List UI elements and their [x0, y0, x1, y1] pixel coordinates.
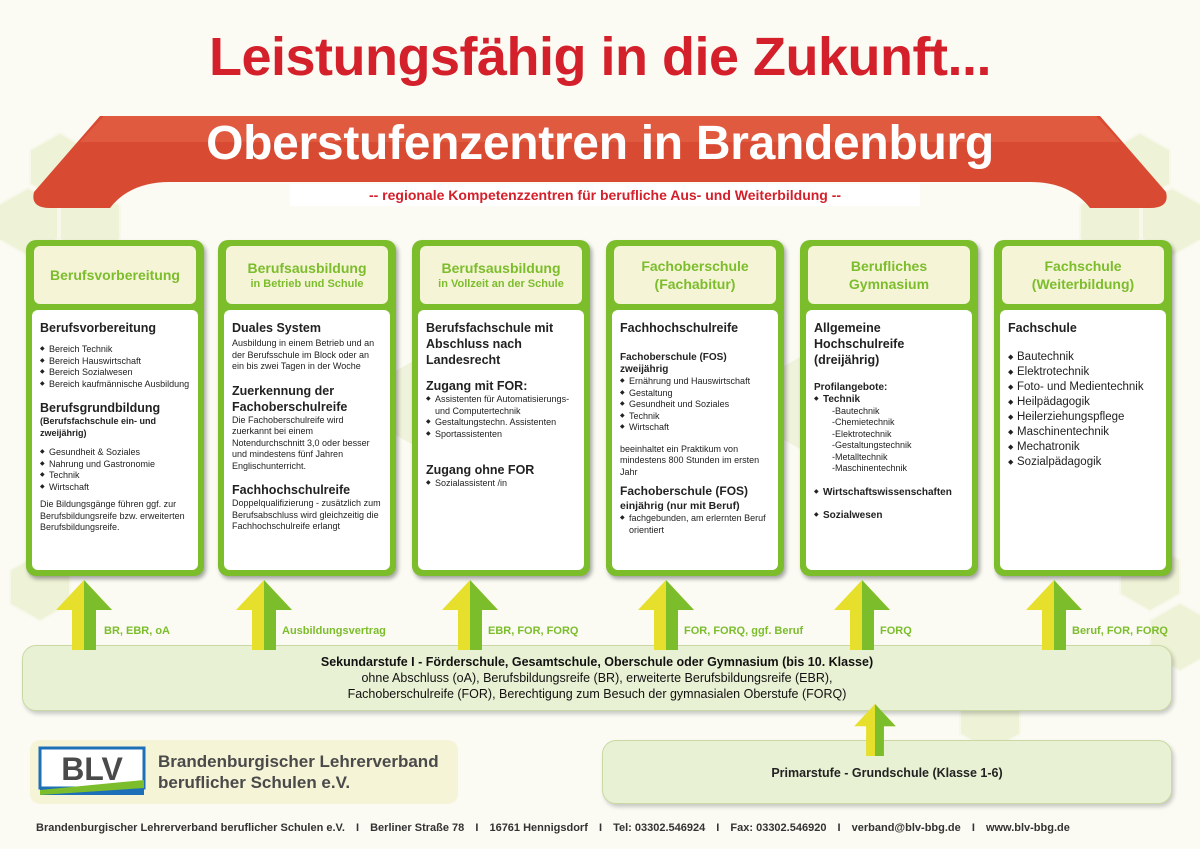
card-header-title: Berufliches: [850, 258, 928, 274]
card-body: [806, 310, 972, 570]
card-header-subtitle: (Fachabitur): [654, 276, 736, 292]
card-list: [620, 513, 770, 536]
footer-web-link[interactable]: www.blv-bbg.de: [985, 822, 1070, 834]
footer-separator: I: [716, 822, 720, 834]
sub-item: -Gestaltungstechnik: [832, 440, 912, 450]
card-section-title: Zugang ohne FOR: [426, 463, 535, 477]
card-list: [1008, 350, 1158, 470]
up-arrow-icon: [638, 580, 694, 650]
sub-item: -Chemietechnik: [832, 417, 895, 427]
footer-email-link[interactable]: verband@blv-bbg.de: [851, 822, 961, 834]
card-section-title: Fachschule: [1008, 321, 1077, 335]
list-item: ◆ Mechatronik: [1008, 440, 1158, 455]
banner-title: Oberstufenzentren in Brandenburg: [206, 117, 994, 170]
list-item: ◆ Nahrung und Gastronomie: [40, 459, 190, 471]
card-header-title: Berufsausbildung: [247, 259, 367, 276]
list-item: ◆ Heilerziehungspflege: [1008, 410, 1158, 425]
card-header: [614, 246, 776, 304]
card-list: [814, 487, 964, 499]
organization-name-line: beruflicher Schulen e.V.: [158, 773, 351, 792]
list-item: ◆ Sportassistenten: [426, 429, 576, 441]
list-item: ◆ Wirtschaft: [40, 482, 190, 494]
card-list: [814, 510, 964, 522]
blv-logo-box: [30, 740, 458, 804]
sekundarstufe-line: Fachoberschulreife (FOR), Berechtigung zum Besuch der gymnasialen Oberstufe (FORQ): [347, 687, 847, 701]
card-list: [40, 447, 190, 493]
list-item: ◆ Bereich Sozialwesen: [40, 367, 190, 379]
footer-separator: I: [837, 822, 841, 834]
card-fachschule: [994, 240, 1172, 576]
card-section-title: Zuerkennung der Fachoberschulreife: [232, 383, 348, 414]
sub-item: -Elektrotechnik: [832, 428, 892, 439]
footer-city: 16761 Hennigsdorf: [489, 822, 588, 834]
arrow-label: Beruf, FOR, FORQ: [1072, 625, 1168, 637]
card-header: [34, 246, 196, 304]
card-header-subtitle: Gymnasium: [848, 276, 930, 292]
list-item: ◆ Sozialpädagogik: [1008, 455, 1158, 470]
card-body: [224, 310, 390, 570]
banner-subtitle: -- regionale Kompetenzzentren für berufliche Aus- und Weiterbildung --: [290, 184, 920, 206]
list-item: ◆ Ernährung und Hauswirtschaft: [620, 376, 770, 388]
list-item: ◆ Bereich Hauswirtschaft: [40, 356, 190, 368]
list-item: ◆ Assistenten für Automatisierungs- und Computertechnik: [426, 394, 576, 417]
card-body: [418, 310, 584, 570]
footer: [36, 822, 1176, 834]
up-arrow-icon: [56, 580, 112, 650]
card-section-title: Duales System: [232, 321, 321, 335]
card-body: [612, 310, 778, 570]
card-header-subtitle: in Vollzeit an der Schule: [438, 277, 564, 290]
list-item: ◆ Elektrotechnik: [1008, 365, 1158, 380]
organization-name: [158, 751, 439, 793]
card-section-title: Fachhochschulreife: [620, 321, 739, 335]
footer-org: Brandenburgischer Lehrerverband beruflicher Schulen e.V.: [36, 822, 345, 834]
list-item: ◆ Gestaltungstechn. Assistenten: [426, 417, 576, 429]
footer-separator: I: [355, 822, 360, 834]
card-paragraph: Die Fachoberschulreife wird zuerkannt bei einem Notendurchschnitt 3,0 oder besser und mindestens fünf Jahren Englischunterricht.: [232, 414, 370, 471]
card-header-title: Berufsvorbereitung: [50, 267, 180, 283]
card-section-subtitle: (Berufsfachschule ein- und zweijährig): [40, 416, 157, 438]
card-body: [1000, 310, 1166, 570]
card-header: [1002, 246, 1164, 304]
card-header: [420, 246, 582, 304]
card-berufsausbildung-dual: [218, 240, 396, 576]
list-item: ◆ Sozialassistent /in: [426, 478, 576, 490]
card-list: [426, 394, 576, 440]
arrow-label: FOR, FORQ, ggf. Beruf: [684, 625, 804, 637]
list-item: ◆ Heilpädagogik: [1008, 395, 1158, 410]
card-paragraph: Ausbildung in einem Betrieb und an der Berufsschule im Block oder an ein bis zwei Tagen in der Woche: [232, 338, 375, 371]
list-item: ◆ Wirtschaftswissenschaften: [814, 487, 964, 499]
list-item: ◆ Maschinentechnik: [1008, 425, 1158, 440]
card-section-title: Profilangebote:: [814, 382, 888, 393]
list-item: ◆ Gesundheit und Soziales: [620, 399, 770, 411]
card-berufsvorbereitung: [26, 240, 204, 576]
card-header-subtitle: (Weiterbildung): [1031, 276, 1135, 292]
card-section-title: Allgemeine Hochschulreife (dreijährig): [814, 321, 905, 367]
list-item: ◆ Technik: [620, 411, 770, 423]
card-berufliches-gymnasium: [800, 240, 978, 576]
card-berufsausbildung-vollzeit: [412, 240, 590, 576]
card-section-title: Fachhochschulreife: [232, 483, 351, 497]
list-item: ◆ Bereich kaufmännische Ausbildung: [40, 379, 190, 391]
up-arrow-icon: [1026, 580, 1082, 650]
list-item: ◆ Gestaltung: [620, 388, 770, 400]
card-fachoberschule: [606, 240, 784, 576]
card-list: [814, 394, 964, 406]
main-title: Leistungsfähig in die Zukunft...: [209, 27, 991, 87]
arrow-label: EBR, FOR, FORQ: [488, 625, 579, 637]
card-header: [808, 246, 970, 304]
card-section-subtitle: einjährig (nur mit Beruf): [620, 500, 740, 512]
card-paragraph: beeinhaltet ein Praktikum von mindestens 800 Stunden im ersten Jahr: [620, 443, 760, 477]
card-list: [426, 478, 576, 490]
footer-street: Berliner Straße 78: [370, 822, 465, 834]
card-section-title: Berufsfachschule mit Abschluss nach Landesrecht: [426, 321, 554, 367]
sub-item: -Maschinentechnik: [832, 463, 908, 473]
arrow-label: Ausbildungsvertrag: [282, 625, 386, 637]
footer-fax: Fax: 03302.546920: [730, 822, 827, 834]
arrow-label: BR, EBR, oA: [104, 625, 170, 637]
footer-separator: I: [598, 822, 602, 834]
sub-item: -Bautechnik: [832, 405, 880, 416]
sekundarstufe-title: Sekundarstufe I - Förderschule, Gesamtschule, Oberschule oder Gymnasium (bis 10. Klasse): [320, 655, 874, 669]
organization-name-line: Brandenburgischer Lehrerverband: [158, 752, 439, 771]
card-section-title: Fachoberschule (FOS) zweijährig: [620, 352, 727, 375]
list-item: ◆ Foto- und Medientechnik: [1008, 380, 1158, 395]
up-arrow-icon: [442, 580, 498, 650]
list-item: ◆ fachgebunden, am erlernten Beruf orientiert: [620, 513, 770, 536]
card-section-title: Berufsgrundbildung: [40, 401, 161, 415]
blv-logo-icon: [38, 746, 148, 798]
footer-separator: I: [971, 822, 975, 834]
card-header-title: Fachoberschule: [641, 258, 749, 274]
list-item: ◆ Sozialwesen: [814, 510, 964, 522]
list-item: ◆ Technik: [40, 470, 190, 482]
footer-tel: Tel: 03302.546924: [613, 822, 706, 834]
list-item: ◆ Gesundheit & Soziales: [40, 447, 190, 459]
up-arrow-icon: [834, 580, 890, 650]
footer-separator: I: [475, 822, 479, 834]
blv-logo-mark: BLV: [61, 751, 123, 787]
card-list: [620, 376, 770, 434]
card-header-subtitle: in Betrieb und Schule: [250, 277, 364, 290]
sekundarstufe-box: [22, 645, 1172, 711]
card-paragraph: Die Bildungsgänge führen ggf. zur Berufsbildungsreife bzw. erweiterten Berufsbildungsreife.: [40, 499, 185, 532]
list-item: ◆ Bautechnik: [1008, 350, 1158, 365]
card-paragraph: Doppelqualifizierung - zusätzlich zum Berufsabschluss wird gleichzeitig die Fachhochschulreife erlangt: [232, 498, 381, 531]
card-header: [226, 246, 388, 304]
sekundarstufe-line: ohne Abschluss (oA), Berufsbildungsreife (BR), erweiterte Berufsbildungsreife (EBR),: [361, 671, 833, 685]
arrow-label: FORQ: [880, 625, 912, 637]
primarstufe-box: Primarstufe - Grundschule (Klasse 1-6): [602, 740, 1172, 804]
card-header-title: Berufsausbildung: [441, 259, 561, 276]
up-arrow-icon: [852, 704, 898, 756]
sub-item: -Metalltechnik: [832, 451, 888, 462]
list-item: ◆ Wirtschaft: [620, 422, 770, 434]
card-section-title: Zugang mit FOR:: [426, 379, 528, 393]
card-list: [40, 344, 190, 390]
card-section-title: Fachoberschule (FOS): [620, 484, 749, 498]
card-body: [32, 310, 198, 570]
card-section-title: Berufsvorbereitung: [40, 321, 156, 335]
card-header-title: Fachschule: [1044, 258, 1122, 274]
list-item: ◆ Technik: [814, 394, 964, 406]
up-arrow-icon: [236, 580, 292, 650]
list-item: ◆ Bereich Technik: [40, 344, 190, 356]
